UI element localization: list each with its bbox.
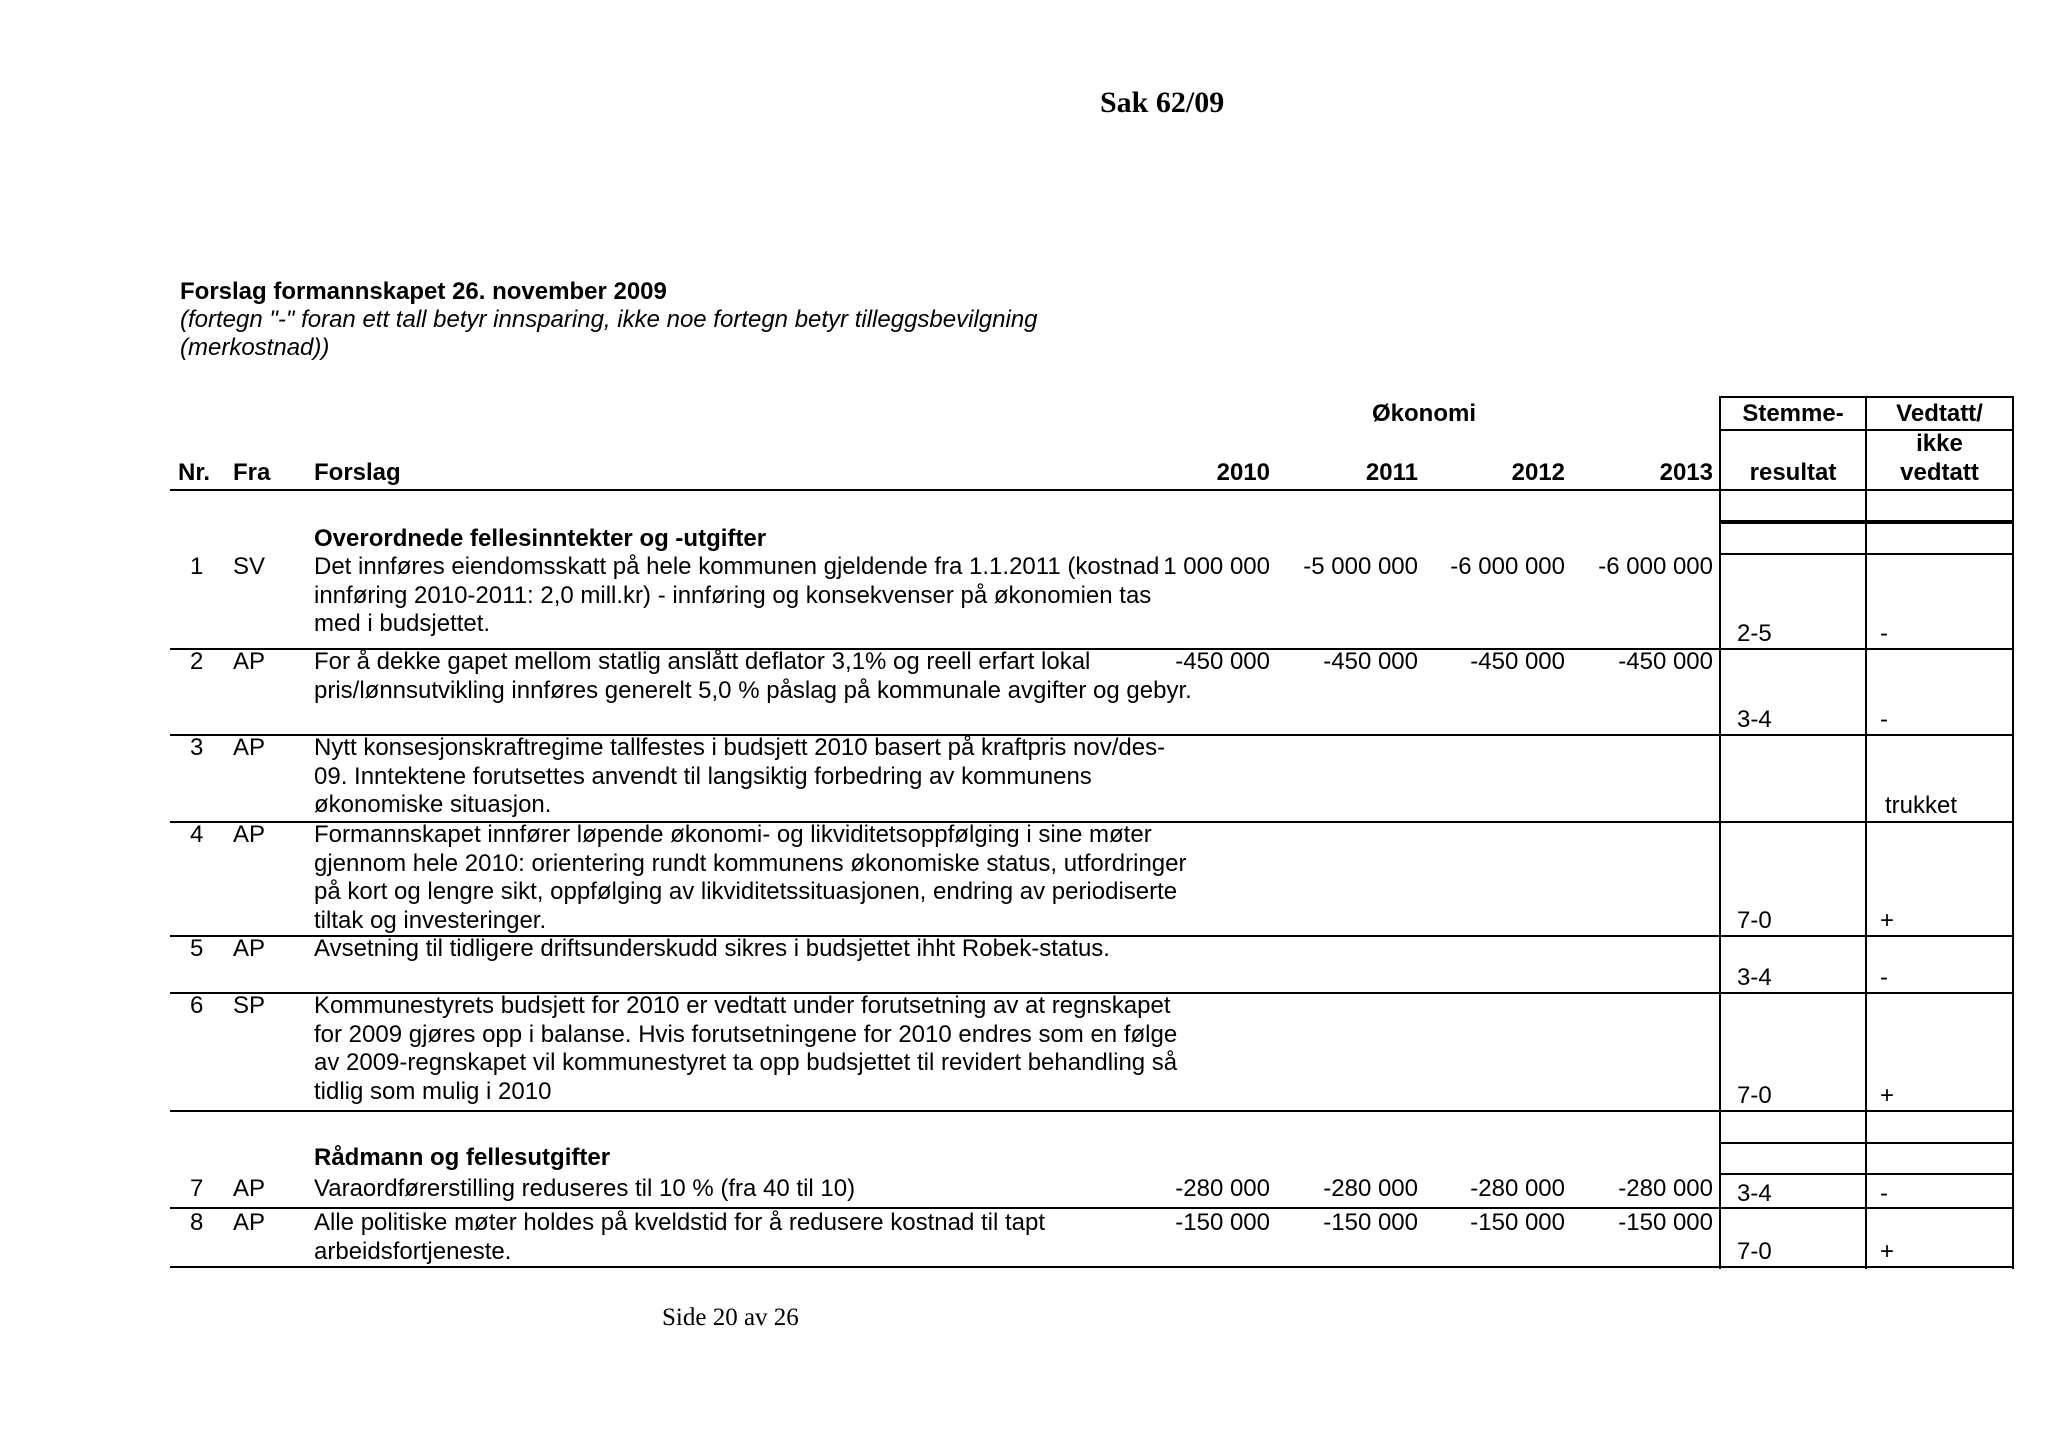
row-nr: 5 xyxy=(190,935,204,962)
row-forslag: For å dekke gapet mellom statlig anslått deflator 3,1% og reell erfart lokal pris/lønnsutvikling innføres generelt 5,0 % påslag på kommunale avgifter og gebyr. xyxy=(314,648,1192,704)
row-vedtatt: - xyxy=(1880,706,1888,733)
row-value-2012: -280 000 xyxy=(1470,1175,1565,1202)
row-stemme: 2-5 xyxy=(1737,620,1772,647)
page-footer: Side 20 av 26 xyxy=(662,1304,799,1331)
row-stemme: 7-0 xyxy=(1737,907,1772,934)
row-stemme: 3-4 xyxy=(1737,1180,1772,1207)
case-number: Sak 62/09 xyxy=(1100,86,1225,119)
row-value-2012: -450 000 xyxy=(1470,648,1565,675)
row-value-2011: -280 000 xyxy=(1323,1175,1418,1202)
forslag-header: Forslag xyxy=(314,459,401,486)
row-value-2012: -6 000 000 xyxy=(1450,553,1565,580)
row-vedtatt: - xyxy=(1880,964,1888,991)
row-forslag: Formannskapet innfører løpende økonomi- og likviditetsoppfølging i sine møter gjennom hele 2010: orientering rundt kommunens økonomiske status, utfordringer på kort og lengre sikt, oppfølging av likviditetssituasjonen, endring av periodiserte tiltak og investeringer. xyxy=(314,821,1187,934)
row-vedtatt: + xyxy=(1880,907,1895,934)
row-value-2013: -280 000 xyxy=(1618,1175,1713,1202)
row-stemme: 3-4 xyxy=(1737,964,1772,991)
row-nr: 1 xyxy=(190,553,204,580)
row-nr: 4 xyxy=(190,821,204,848)
okonomi-header: Økonomi xyxy=(1372,400,1477,427)
vedtatt-header-line1: Vedtatt/ xyxy=(1896,400,1983,427)
fra-header: Fra xyxy=(233,459,271,486)
row-stemme: 7-0 xyxy=(1737,1082,1772,1109)
row-forslag: Alle politiske møter holdes på kveldstid for å redusere kostnad til tapt arbeidsfortjeneste. xyxy=(314,1209,1046,1265)
row-value-2011: -150 000 xyxy=(1323,1209,1418,1236)
row-vedtatt: - xyxy=(1880,620,1888,647)
row-nr: 7 xyxy=(190,1175,204,1202)
row-forslag: Avsetning til tidligere driftsunderskudd sikres i budsjettet ihht Robek-status. xyxy=(314,935,1110,962)
row-fra: AP xyxy=(233,935,266,962)
row-forslag: Varaordførerstilling reduseres til 10 % (fra 40 til 10) xyxy=(314,1175,856,1202)
row-vedtatt: + xyxy=(1880,1238,1895,1265)
row-value-2010: -150 000 xyxy=(1175,1209,1270,1236)
year-2011-header: 2011 xyxy=(1365,459,1418,486)
year-2010-header: 2010 xyxy=(1216,459,1270,486)
row-value-2010: -280 000 xyxy=(1175,1175,1270,1202)
row-value-2011: -450 000 xyxy=(1323,648,1418,675)
vedtatt-header-line2: ikke xyxy=(1916,430,1963,457)
row-fra: AP xyxy=(233,734,266,761)
row-nr: 3 xyxy=(190,734,204,761)
row-fra: AP xyxy=(233,821,266,848)
row-value-2011: -5 000 000 xyxy=(1303,553,1418,580)
row-forslag: Kommunestyrets budsjett for 2010 er vedtatt under forutsetning av at regnskapet for 2009 gjøres opp i balanse. Hvis forutsetningene for 2010 endres som en følge av 2009-regnskapet vil kommunestyret ta opp budsjettet til revidert behandling så tidlig som mulig i 2010 xyxy=(314,992,1178,1105)
vedtatt-header-line3: vedtatt xyxy=(1900,459,1979,486)
row-fra: SP xyxy=(233,992,266,1019)
document-title: Forslag formannskapet 26. november 2009 xyxy=(180,278,667,305)
section-heading: Rådmann og fellesutgifter xyxy=(314,1144,611,1171)
row-stemme: 3-4 xyxy=(1737,706,1772,733)
row-vedtatt: + xyxy=(1880,1082,1895,1109)
row-nr: 2 xyxy=(190,648,204,675)
row-stemme: 7-0 xyxy=(1737,1238,1772,1265)
row-nr: 8 xyxy=(190,1209,204,1236)
row-value-2010: -450 000 xyxy=(1175,648,1270,675)
row-value-2013: -150 000 xyxy=(1618,1209,1713,1236)
sign-note: (fortegn "-" foran ett tall betyr innsparing, ikke noe fortegn betyr tilleggsbevilgning (merkostnad)) xyxy=(180,306,1038,361)
row-forslag: Det innføres eiendomsskatt på hele kommunen gjeldende fra 1.1.2011 (kostnad innføring 2010-2011: 2,0 mill.kr) - innføring og konsekvenser på økonomien tas med i budsjettet. xyxy=(314,553,1160,637)
section-heading: Overordnede fellesinntekter og -utgifter xyxy=(314,525,767,552)
row-fra: AP xyxy=(233,1175,266,1202)
nr-header: Nr. xyxy=(178,459,211,486)
row-fra: AP xyxy=(233,1209,266,1236)
row-value-2010: 1 000 000 xyxy=(1163,553,1270,580)
row-value-2013: -6 000 000 xyxy=(1598,553,1713,580)
row-vedtatt: trukket xyxy=(1885,792,1958,819)
stemme-header-line1: Stemme- xyxy=(1742,400,1844,427)
row-nr: 6 xyxy=(190,992,204,1019)
stemme-header-line2: resultat xyxy=(1749,459,1837,486)
row-vedtatt: - xyxy=(1880,1180,1888,1207)
year-2013-header: 2013 xyxy=(1659,459,1713,486)
year-2012-header: 2012 xyxy=(1511,459,1565,486)
row-value-2012: -150 000 xyxy=(1470,1209,1565,1236)
row-fra: SV xyxy=(233,553,266,580)
row-forslag: Nytt konsesjonskraftregime tallfestes i budsjett 2010 basert på kraftpris nov/des-09. Inntektene forutsettes anvendt til langsiktig forbedring av kommunens økonomiske situasjon. xyxy=(314,734,1166,818)
row-fra: AP xyxy=(233,648,266,675)
row-value-2013: -450 000 xyxy=(1618,648,1713,675)
